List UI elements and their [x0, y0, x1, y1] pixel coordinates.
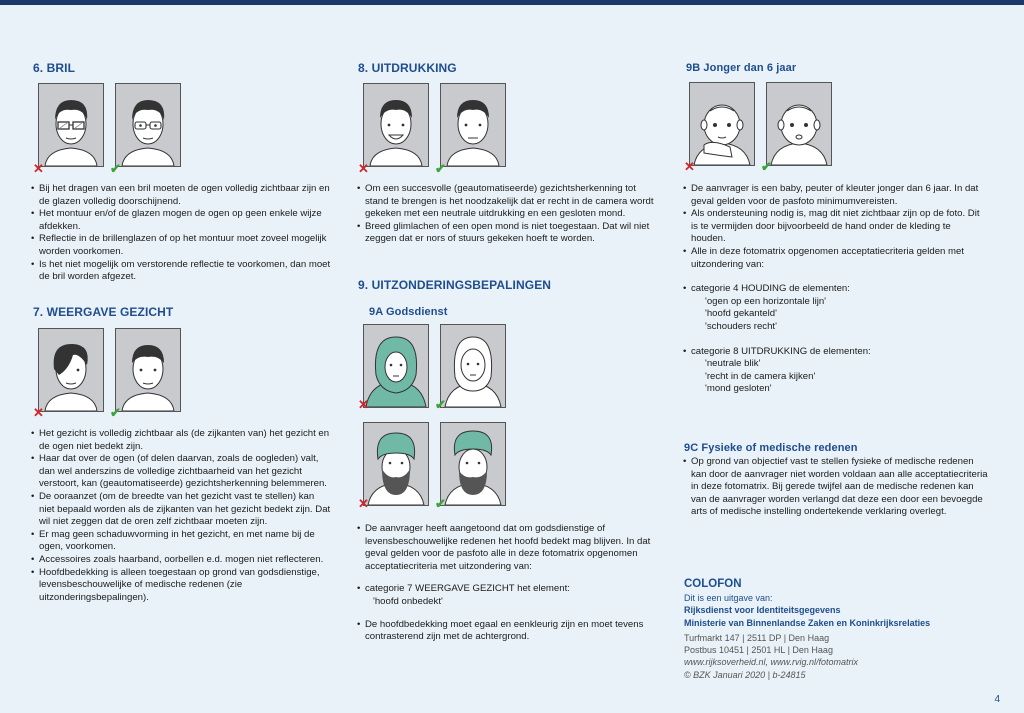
section-7-bullets: [31, 428, 331, 604]
face-glasses-reflect-icon: [38, 83, 104, 167]
section-9-title: 9. UITZONDERINGSBEPALINGEN: [358, 278, 552, 292]
section-7-title: 7. WEERGAVE GEZICHT: [33, 305, 174, 319]
colofon-line: Dit is een uitgave van:: [684, 593, 773, 603]
page-number: 4: [994, 694, 1000, 705]
wrong-mark-icon: ✕: [684, 159, 695, 174]
face-hair-over-eyes-icon: [38, 328, 104, 412]
list-item: • De aanvrager heeft aangetoond dat om godsdienstige of levensbeschouwelijke redenen het hoofd bedekt mag blijven. In dat geval gelden voor de pasfoto alle in deze fotomatrix opgenomen acceptatiecriteria met uitzondering van:: [357, 523, 657, 573]
face-turban-wrong-icon: [363, 422, 429, 506]
right-mark-icon: ✔: [110, 405, 121, 420]
list-item: • Is het niet mogelijk om verstorende reflectie te voorkomen, dan moet de bril worden afgezet.: [31, 259, 331, 284]
list-item: • Accessoires zoals haarband, oorbellen e.d. mogen niet reflecteren.: [31, 554, 331, 567]
section-9c-title: 9C Fysieke of medische redenen: [684, 442, 858, 454]
list-item: • De hoofdbedekking moet egaal en eenkleurig zijn en moet tevens contrasterend zijn met de achtergrond.: [357, 619, 657, 644]
section-9a-bullets: [357, 523, 657, 644]
colofon-line: Postbus 10451 | 2501 HL | Den Haag: [684, 645, 833, 656]
list-item: 'mond gesloten': [705, 383, 772, 395]
list-item: 'schouders recht': [705, 320, 777, 332]
colofon-line: Ministerie van Binnenlandse Zaken en Koninkrijksrelaties: [684, 617, 931, 628]
list-item: • categorie 8 UITDRUKKING de elementen:: [683, 346, 988, 359]
list-item: 'hoofd gekanteld': [705, 308, 777, 320]
face-smiling-icon: [363, 83, 429, 167]
face-headscarf-wrong-icon: [363, 324, 429, 408]
baby-clear-icon: [766, 82, 832, 166]
colofon-line: Rijksdienst voor Identiteitsgegevens: [684, 605, 841, 616]
top-border: [0, 0, 1024, 5]
list-item: 'neutrale blik': [705, 358, 761, 370]
list-item: • Hoofdbedekking is alleen toegestaan op grond van godsdienstige, levensbeschouwelijke of medische redenen (zie uitzonderingsbepalingen).: [31, 567, 331, 605]
list-item: • Op grond van objectief vast te stellen fysieke of medische redenen kan door de aanvrager niet worden voldaan aan alle acceptatiecriteria in deze fotomatrix. Bij gerede twijfel aan de medische redenen kan van de aanvrager worden verlangd dat deze een door een bevoegde arts of medische instelling ondertekende verklaring overlegt.: [683, 456, 988, 519]
wrong-mark-icon: ✕: [358, 161, 369, 176]
list-item: 'recht in de camera kijken': [705, 370, 816, 382]
list-item: • Als ondersteuning nodig is, mag dit niet zichtbaar zijn op de foto. Dit is te vermijden door bijvoorbeeld de hand onder de kleding te houden.: [683, 208, 988, 246]
wrong-mark-icon: ✕: [33, 405, 44, 420]
section-8-bullets: [357, 183, 657, 246]
list-item: • Het gezicht is volledig zichtbaar als (de zijkanten van) het gezicht en de ogen niet bedekt zijn.: [31, 428, 331, 453]
wrong-mark-icon: ✕: [358, 397, 369, 412]
list-item: • Er mag geen schaduwvorming in het gezicht, en met name bij de ogen, voorkomen.: [31, 529, 331, 554]
section-9c-bullets: [683, 456, 988, 519]
list-item: • Haar dat over de ogen (of delen daarvan, zoals de oogleden) valt, dan wel anderszins de volledige zichtbaarheid van het gezicht verstoort, kan (geautomatiseerde) gezichtsherkenning belemmeren.: [31, 453, 331, 491]
list-item: • Reflectie in de brillenglazen of op het montuur moet zoveel mogelijk worden voorkomen.: [31, 233, 331, 258]
colofon-line: © BZK Januari 2020 | b-24815: [684, 669, 806, 680]
colofon-title: COLOFON: [684, 578, 742, 590]
section-9a-title: 9A Godsdienst: [369, 306, 448, 318]
baby-with-hand-icon: [689, 82, 755, 166]
face-headscarf-right-icon: [440, 324, 506, 408]
section-9b-bullets: [683, 183, 988, 396]
list-item: • Alle in deze fotomatrix opgenomen acceptatiecriteria gelden met uitzondering van:: [683, 246, 988, 271]
list-item: • Om een succesvolle (geautomatiseerde) gezichtsherkenning tot stand te brengen is het noodzakelijk dat er recht in de camera wordt gekeken met een neutrale uitdrukking en een gesloten mond.: [357, 183, 657, 221]
section-6-title: 6. BRIL: [33, 61, 76, 75]
colofon-line: Turfmarkt 147 | 2511 DP | Den Haag: [684, 632, 830, 643]
list-item: • categorie 7 WEERGAVE GEZICHT het element:: [357, 583, 657, 596]
wrong-mark-icon: ✕: [358, 496, 369, 511]
right-mark-icon: ✔: [110, 161, 121, 176]
list-item: • De aanvrager is een baby, peuter of kleuter jonger dan 6 jaar. In dat geval gelden voor de pasfoto minimumvereisten.: [683, 183, 988, 208]
face-turban-right-icon: [440, 422, 506, 506]
colofon-block: [684, 592, 984, 681]
section-8-title: 8. UITDRUKKING: [358, 61, 457, 75]
list-item: • Het montuur en/of de glazen mogen de ogen op geen enkele wijze afdekken.: [31, 208, 331, 233]
right-mark-icon: ✔: [761, 159, 772, 174]
right-mark-icon: ✔: [435, 397, 446, 412]
list-item: • Breed glimlachen of een open mond is niet toegestaan. Dat wil niet zeggen dat er nors of stuurs gekeken hoeft te worden.: [357, 221, 657, 246]
section-6-bullets: [31, 183, 331, 284]
list-item: • categorie 4 HOUDING de elementen:: [683, 283, 988, 296]
right-mark-icon: ✔: [435, 161, 446, 176]
list-item: • De ooraanzet (om de breedte van het gezicht vast te stellen) kan niet bepaald worden als de zijkanten van het gezicht bedekt zijn. Dat wil niet zeggen dat de oren zelf zichtbaar moeten zijn.: [31, 491, 331, 529]
list-item: 'hoofd onbedekt': [373, 595, 443, 607]
list-item: 'ogen op een horizontale lijn': [705, 295, 827, 307]
list-item: • Bij het dragen van een bril moeten de ogen volledig zichtbaar zijn en de glazen volledig doorschijnend.: [31, 183, 331, 208]
right-mark-icon: ✔: [435, 496, 446, 511]
wrong-mark-icon: ✕: [33, 161, 44, 176]
face-glasses-clear-icon: [115, 83, 181, 167]
section-9b-title: 9B Jonger dan 6 jaar: [686, 62, 797, 74]
face-clear-icon: [115, 328, 181, 412]
colofon-line: www.rijksoverheid.nl, www.rvig.nl/fotomatrix: [684, 657, 859, 668]
face-neutral-icon: [440, 83, 506, 167]
